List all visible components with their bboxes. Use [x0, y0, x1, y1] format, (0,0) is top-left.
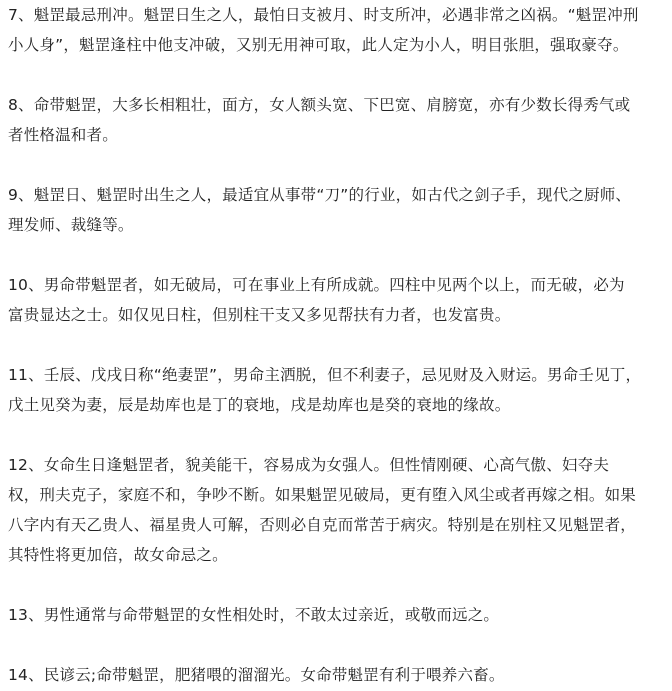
paragraph-13: [8, 600, 666, 630]
paragraph-line: 14、民谚云;命带魁罡，肥猪喂的溜溜光。女命带魁罡有利于喂养六畜。: [8, 666, 505, 684]
paragraph-line: 11、壬辰、戊戌日称“绝妻罡”，男命主洒脱，但不利妻子，忌见财及入财运。男命壬见丁，: [8, 366, 642, 384]
paragraph-line: 9、魁罡日、魁罡时出生之人，最适宜从事带“刀”的行业，如古代之剑子手，现代之厨师、: [8, 186, 632, 204]
paragraph-14: [8, 660, 666, 690]
paragraph-line: 者性格温和者。: [8, 126, 118, 144]
paragraph-line: 八字内有天乙贵人、福星贵人可解，否则必自克而常苦于病灾。特别是在别柱又见魁罡者，: [8, 516, 637, 534]
paragraph-9: [8, 180, 666, 240]
paragraph-12: [8, 450, 666, 570]
paragraph-11: [8, 360, 666, 420]
paragraph-line: 小人身”，魁罡逢柱中他支冲破，又别无用神可取，此人定为小人，明目张胆，强取豪夺。: [8, 36, 629, 54]
paragraph-line: 13、男性通常与命带魁罡的女性相处时，不敢太过亲近，或敬而远之。: [8, 606, 500, 624]
article-body: [8, 0, 666, 690]
paragraph-line: 10、男命带魁罡者，如无破局，可在事业上有所成就。四柱中见两个以上，而无破，必为: [8, 276, 625, 294]
paragraph-line: 权，刑夫克子，家庭不和，争吵不断。如果魁罡见破局，更有堕入风尘或者再嫁之相。如果: [8, 486, 637, 504]
paragraph-line: 7、魁罡最忌刑冲。魁罡日生之人，最怕日支被月、时支所冲，必遇非常之凶祸。“魁罡冲刑: [8, 6, 639, 24]
paragraph-7: [8, 0, 666, 60]
paragraph-line: 戊土见癸为妻，辰是劫库也是丁的衰地，戌是劫库也是癸的衰地的缘故。: [8, 396, 511, 414]
paragraph-line: 8、命带魁罡，大多长相粗壮，面方，女人额头宽、下巴宽、肩膀宽，亦有少数长得秀气或: [8, 96, 631, 114]
paragraph-line: 理发师、裁缝等。: [8, 216, 134, 234]
paragraph-line: 其特性将更加倍，故女命忌之。: [8, 546, 228, 564]
paragraph-8: [8, 90, 666, 150]
paragraph-line: 12、女命生日逢魁罡者，貌美能干，容易成为女强人。但性情刚硬、心高气傲、妇夺夫: [8, 456, 610, 474]
paragraph-10: [8, 270, 666, 330]
paragraph-line: 富贵显达之士。如仅见日柱，但别柱干支又多见帮扶有力者，也发富贵。: [8, 306, 511, 324]
